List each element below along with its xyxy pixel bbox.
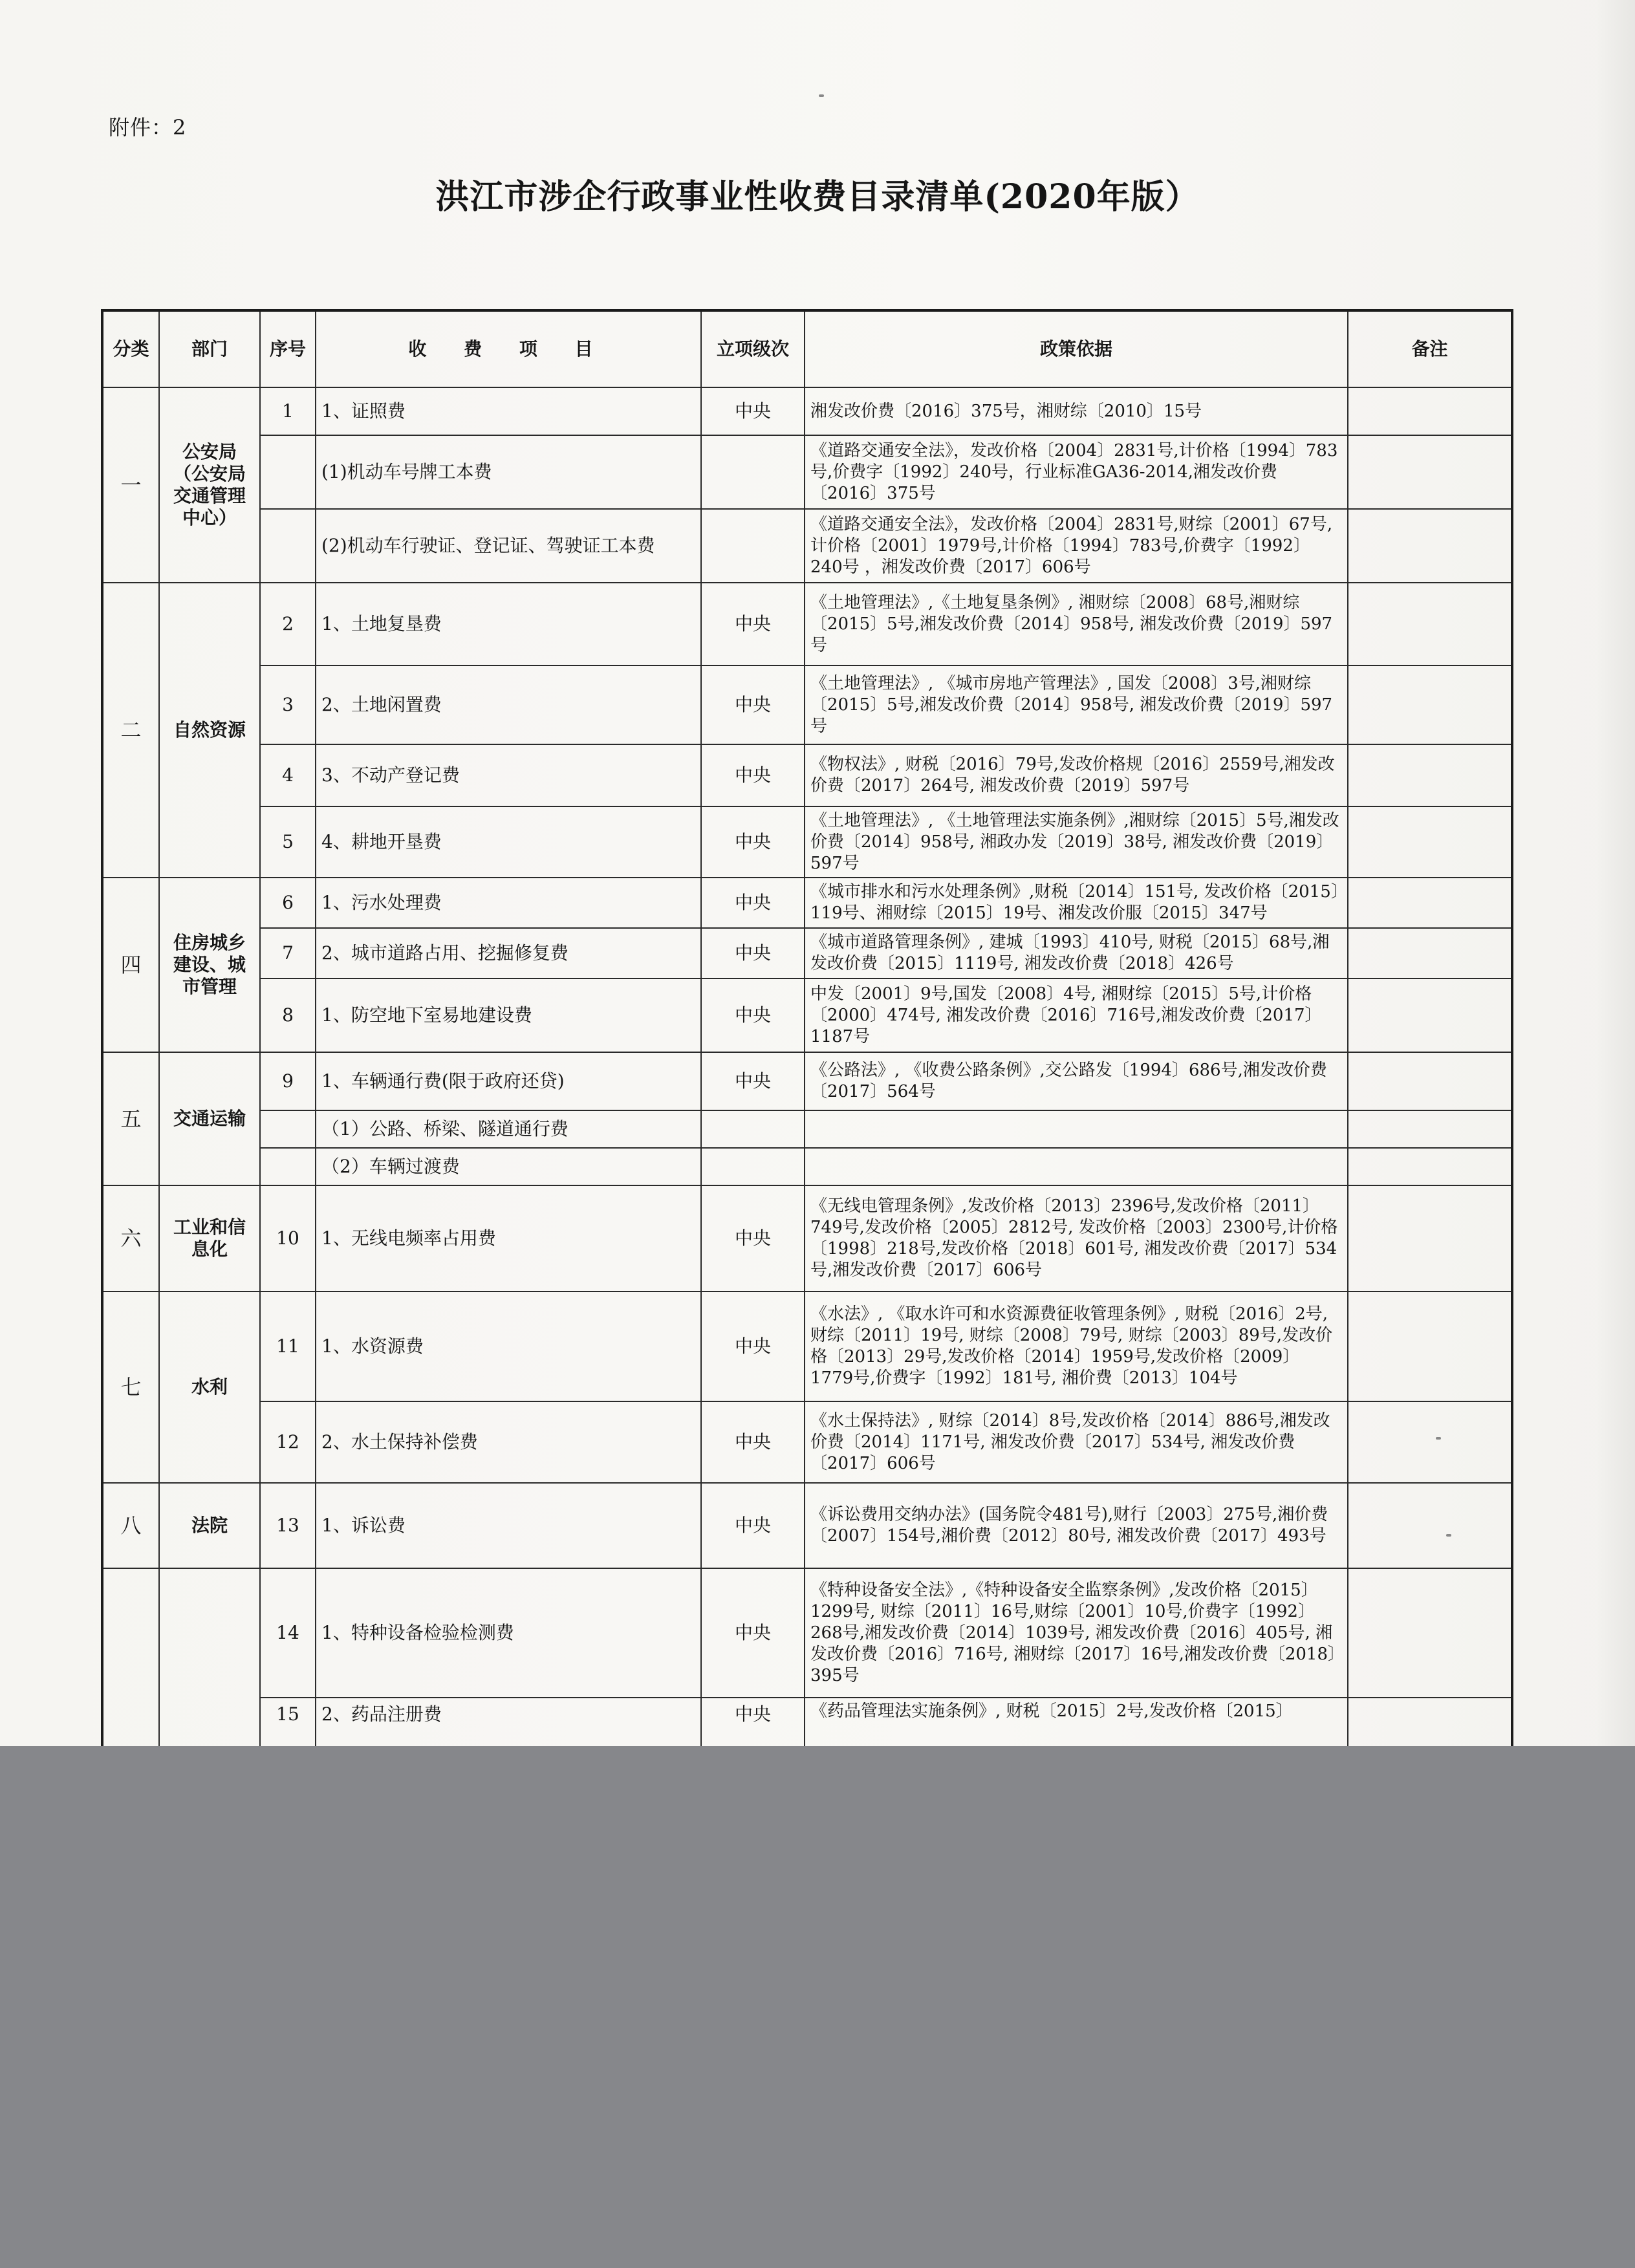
department-cell: 工业和信息化 (159, 1185, 260, 1291)
category-cell: 五 (102, 1052, 159, 1185)
item-cell: 2、药品注册费 (316, 1698, 701, 1746)
table-row (102, 1110, 1512, 1148)
seq-cell: 9 (260, 1052, 316, 1110)
seq-cell (260, 1110, 316, 1148)
item-cell: (1)机动车号牌工本费 (316, 435, 701, 509)
remark-cell (1348, 1148, 1512, 1185)
basis-cell: 《水土保持法》, 财综〔2014〕8号,发改价格〔2014〕886号,湘发改价费〔2014〕1171号, 湘发改价费〔2017〕534号, 湘发改价费〔2017〕606号 (805, 1401, 1348, 1483)
item-cell: (2)机动车行驶证、登记证、驾驶证工本费 (316, 509, 701, 583)
level-cell: 中央 (701, 1401, 805, 1483)
department-cell: 交通运输 (159, 1052, 260, 1185)
department-cell: 法院 (159, 1483, 260, 1568)
table-row (102, 1401, 1512, 1483)
level-cell (701, 509, 805, 583)
remark-cell (1348, 1401, 1512, 1483)
table-row (102, 387, 1512, 435)
header-item: 收 费 项 目 (316, 310, 701, 387)
remark-cell (1348, 1110, 1512, 1148)
seq-cell: 14 (260, 1568, 316, 1698)
fee-catalog-table (101, 309, 1513, 1746)
basis-cell: 《道路交通安全法》，发改价格〔2004〕2831号,财综〔2001〕67号,计价格〔2001〕1979号,计价格〔1994〕783号,价费字〔1992〕240号 ，湘发改价费〔2017〕606号 (805, 509, 1348, 583)
table-row (102, 1148, 1512, 1185)
category-cell: 六 (102, 1185, 159, 1291)
category-cell: 四 (102, 878, 159, 1052)
level-cell: 中央 (701, 806, 805, 878)
item-cell: 1、水资源费 (316, 1291, 701, 1401)
table-row (102, 583, 1512, 665)
header-remark: 备注 (1348, 310, 1512, 387)
level-cell: 中央 (701, 1052, 805, 1110)
basis-cell: 《土地管理法》, 《城市房地产管理法》, 国发〔2008〕3号,湘财综〔2015〕5号,湘发改价费〔2014〕958号, 湘发改价费〔2019〕597号 (805, 665, 1348, 744)
item-cell: 1、无线电频率占用费 (316, 1185, 701, 1291)
seq-cell: 4 (260, 744, 316, 806)
header-level: 立项级次 (701, 310, 805, 387)
level-cell (701, 1110, 805, 1148)
seq-cell: 1 (260, 387, 316, 435)
seq-cell: 11 (260, 1291, 316, 1401)
level-cell (701, 435, 805, 509)
basis-cell (805, 1148, 1348, 1185)
table-row (102, 665, 1512, 744)
attachment-label: 附件：2 (109, 115, 187, 140)
department-cell (159, 1568, 260, 1746)
table-row (102, 1698, 1512, 1746)
seq-cell: 2 (260, 583, 316, 665)
scan-speck (819, 94, 824, 97)
remark-cell (1348, 978, 1512, 1052)
remark-cell (1348, 1698, 1512, 1746)
level-cell: 中央 (701, 1291, 805, 1401)
seq-cell (260, 435, 316, 509)
remark-cell (1348, 1185, 1512, 1291)
remark-cell (1348, 387, 1512, 435)
basis-cell: 《土地管理法》, 《土地管理法实施条例》,湘财综〔2015〕5号,湘发改价费〔2014〕958号, 湘政办发〔2019〕38号, 湘发改价费〔2019〕597号 (805, 806, 1348, 878)
page-edge-shadow (1596, 0, 1635, 1746)
basis-cell: 《城市道路管理条例》, 建城〔1993〕410号, 财税〔2015〕68号,湘发改价费〔2015〕1119号, 湘发改价费〔2018〕426号 (805, 928, 1348, 978)
table-row (102, 1483, 1512, 1568)
basis-cell: 湘发改价费〔2016〕375号，湘财综〔2010〕15号 (805, 387, 1348, 435)
level-cell: 中央 (701, 978, 805, 1052)
remark-cell (1348, 806, 1512, 878)
seq-cell: 10 (260, 1185, 316, 1291)
remark-cell (1348, 928, 1512, 978)
basis-cell: 《物权法》, 财税〔2016〕79号,发改价格规〔2016〕2559号,湘发改价费〔2017〕264号, 湘发改价费〔2019〕597号 (805, 744, 1348, 806)
item-cell: 3、不动产登记费 (316, 744, 701, 806)
basis-cell (805, 1110, 1348, 1148)
seq-cell (260, 1148, 316, 1185)
item-cell: 2、土地闲置费 (316, 665, 701, 744)
remark-cell (1348, 878, 1512, 928)
item-cell: 1、车辆通行费(限于政府还贷) (316, 1052, 701, 1110)
remark-cell (1348, 509, 1512, 583)
level-cell: 中央 (701, 1568, 805, 1698)
basis-cell: 《药品管理法实施条例》, 财税〔2015〕2号,发改价格〔2015〕 (805, 1698, 1348, 1746)
remark-cell (1348, 583, 1512, 665)
item-cell: 1、特种设备检验检测费 (316, 1568, 701, 1698)
item-cell: 1、证照费 (316, 387, 701, 435)
document-title: 洪江市涉企行政事业性收费目录清单(2020年版） (435, 177, 1200, 217)
level-cell: 中央 (701, 1483, 805, 1568)
remark-cell (1348, 1568, 1512, 1698)
category-cell: 一 (102, 387, 159, 583)
basis-cell: 《无线电管理条例》,发改价格〔2013〕2396号,发改价格〔2011〕749号,发改价格〔2005〕2812号, 发改价格〔2003〕2300号,计价格〔1998〕218号,发改价格〔2018〕601号, 湘发改价费〔2017〕534号,湘发改价费〔2017〕606号 (805, 1185, 1348, 1291)
level-cell: 中央 (701, 665, 805, 744)
header-basis: 政策依据 (805, 310, 1348, 387)
category-cell (102, 1568, 159, 1746)
level-cell (701, 1148, 805, 1185)
category-cell: 二 (102, 583, 159, 878)
item-cell: （2）车辆过渡费 (316, 1148, 701, 1185)
level-cell: 中央 (701, 928, 805, 978)
table-row (102, 509, 1512, 583)
seq-cell (260, 509, 316, 583)
item-cell: 1、防空地下室易地建设费 (316, 978, 701, 1052)
seq-cell: 12 (260, 1401, 316, 1483)
basis-cell: 《公路法》, 《收费公路条例》,交公路发〔1994〕686号,湘发改价费〔2017〕564号 (805, 1052, 1348, 1110)
basis-cell: 《水法》, 《取水许可和水资源费征收管理条例》, 财税〔2016〕2号, 财综〔2011〕19号, 财综〔2008〕79号, 财综〔2003〕89号,发改价格〔2013〕29号,发改价格〔2014〕1959号,发改价格〔2009〕1779号,价费字〔1992〕181号, 湘价费〔2013〕104号 (805, 1291, 1348, 1401)
level-cell: 中央 (701, 1185, 805, 1291)
table-row (102, 744, 1512, 806)
remark-cell (1348, 1483, 1512, 1568)
level-cell: 中央 (701, 878, 805, 928)
table-row (102, 435, 1512, 509)
level-cell: 中央 (701, 744, 805, 806)
item-cell: 2、城市道路占用、挖掘修复费 (316, 928, 701, 978)
header-category: 分类 (102, 310, 159, 387)
item-cell: 1、诉讼费 (316, 1483, 701, 1568)
department-cell: 住房城乡建设、城市管理 (159, 878, 260, 1052)
header-seq: 序号 (260, 310, 316, 387)
seq-cell: 15 (260, 1698, 316, 1746)
table-row (102, 878, 1512, 928)
category-cell: 八 (102, 1483, 159, 1568)
department-cell: 水利 (159, 1291, 260, 1483)
seq-cell: 8 (260, 978, 316, 1052)
table-row (102, 978, 1512, 1052)
table-header-row (102, 310, 1512, 387)
item-cell: 4、耕地开垦费 (316, 806, 701, 878)
table-row (102, 806, 1512, 878)
header-department: 部门 (159, 310, 260, 387)
table-row (102, 1568, 1512, 1698)
item-cell: 1、土地复垦费 (316, 583, 701, 665)
department-cell: 公安局（公安局交通管理中心） (159, 387, 260, 583)
table-row (102, 1291, 1512, 1401)
seq-cell: 5 (260, 806, 316, 878)
remark-cell (1348, 435, 1512, 509)
remark-cell (1348, 1291, 1512, 1401)
basis-cell: 《城市排水和污水处理条例》,财税〔2014〕151号, 发改价格〔2015〕119号、湘财综〔2015〕19号、湘发改价服〔2015〕347号 (805, 878, 1348, 928)
basis-cell: 中发〔2001〕9号,国发〔2008〕4号, 湘财综〔2015〕5号,计价格〔2000〕474号, 湘发改价费〔2016〕716号,湘发改价费〔2017〕1187号 (805, 978, 1348, 1052)
item-cell: （1）公路、桥梁、隧道通行费 (316, 1110, 701, 1148)
category-cell: 七 (102, 1291, 159, 1483)
seq-cell: 13 (260, 1483, 316, 1568)
item-cell: 1、污水处理费 (316, 878, 701, 928)
remark-cell (1348, 744, 1512, 806)
table-row (102, 1185, 1512, 1291)
basis-cell: 《诉讼费用交纳办法》(国务院令481号),财行〔2003〕275号,湘价费〔2007〕154号,湘价费〔2012〕80号, 湘发改价费〔2017〕493号 (805, 1483, 1348, 1568)
table-row (102, 1052, 1512, 1110)
seq-cell: 6 (260, 878, 316, 928)
item-cell: 2、水土保持补偿费 (316, 1401, 701, 1483)
basis-cell: 《特种设备安全法》,《特种设备安全监察条例》,发改价格〔2015〕1299号, 财综〔2011〕16号,财综〔2001〕10号,价费字〔1992〕268号,湘发改价费〔2014〕1039号, 湘发改价费〔2016〕405号, 湘发改价费〔2016〕716号, 湘财综〔2017〕16号,湘发改价费〔2018〕395号 (805, 1568, 1348, 1698)
level-cell: 中央 (701, 583, 805, 665)
level-cell: 中央 (701, 387, 805, 435)
seq-cell: 7 (260, 928, 316, 978)
department-cell: 自然资源 (159, 583, 260, 878)
seq-cell: 3 (260, 665, 316, 744)
basis-cell: 《道路交通安全法》，发改价格〔2004〕2831号,计价格〔1994〕783号,价费字〔1992〕240号，行业标准GA36-2014,湘发改价费〔2016〕375号 (805, 435, 1348, 509)
remark-cell (1348, 1052, 1512, 1110)
basis-cell: 《土地管理法》,《土地复垦条例》, 湘财综〔2008〕68号,湘财综〔2015〕5号,湘发改价费〔2014〕958号, 湘发改价费〔2019〕597号 (805, 583, 1348, 665)
remark-cell (1348, 665, 1512, 744)
scanner-background (0, 1746, 1635, 2268)
level-cell: 中央 (701, 1698, 805, 1746)
table-row (102, 928, 1512, 978)
